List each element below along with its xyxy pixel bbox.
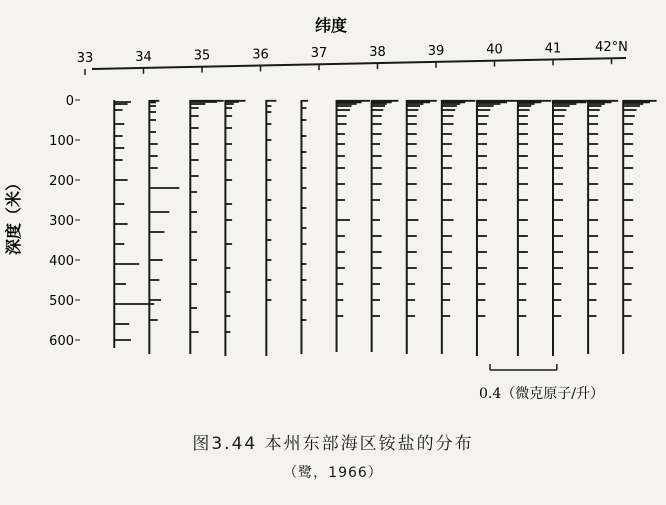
station-profile [588, 100, 618, 354]
latitude-tick-label: 42°N [595, 40, 628, 56]
station-profile [149, 100, 179, 354]
depth-tick-label: 200 [49, 174, 74, 189]
depth-tick-label: 100 [49, 134, 74, 149]
depth-tick-label: 600 [49, 334, 74, 349]
station-profile [225, 100, 245, 356]
station-profile [442, 100, 475, 354]
latitude-tick-label: 39 [427, 43, 445, 59]
depth-tick-label: 0 [65, 94, 74, 109]
latitude-tick-label: 38 [369, 45, 386, 60]
station-profile [114, 100, 154, 348]
station-profile [266, 100, 276, 356]
station-profile [301, 100, 308, 354]
latitude-tick-label: 33 [76, 51, 94, 66]
latitude-axis-line [92, 58, 626, 69]
latitude-tick-label: 35 [193, 48, 211, 64]
station-profile [190, 100, 223, 354]
figure-caption: 图3.44 本州东部海区铵盐的分布 [192, 434, 474, 454]
latitude-ticks [77, 40, 628, 75]
station-profiles [114, 100, 656, 356]
scale-bar [490, 364, 557, 370]
latitude-tick-label: 37 [310, 46, 328, 62]
station-profile [553, 100, 603, 356]
scale-bar-label: 0.4（微克原子/升） [479, 386, 604, 402]
depth-tick-label: 300 [49, 214, 74, 229]
y-axis-title: 深度（米） [4, 174, 23, 256]
station-profile [407, 100, 437, 354]
station-profile [372, 100, 399, 352]
latitude-tick-label: 34 [135, 49, 152, 65]
station-profile [518, 100, 551, 356]
depth-tick-label: 500 [49, 294, 74, 309]
depth-tick-label: 400 [49, 254, 74, 269]
depth-ticks [49, 94, 80, 349]
station-profile [337, 100, 370, 352]
station-profile [477, 100, 517, 356]
x-axis-title: 纬度 [314, 16, 348, 35]
latitude-tick-label: 40 [486, 42, 503, 58]
latitude-tick-label: 41 [544, 41, 562, 57]
figure-source: （鹭，1966） [283, 465, 383, 481]
station-profile [623, 100, 656, 354]
latitude-tick-label: 36 [252, 47, 269, 63]
